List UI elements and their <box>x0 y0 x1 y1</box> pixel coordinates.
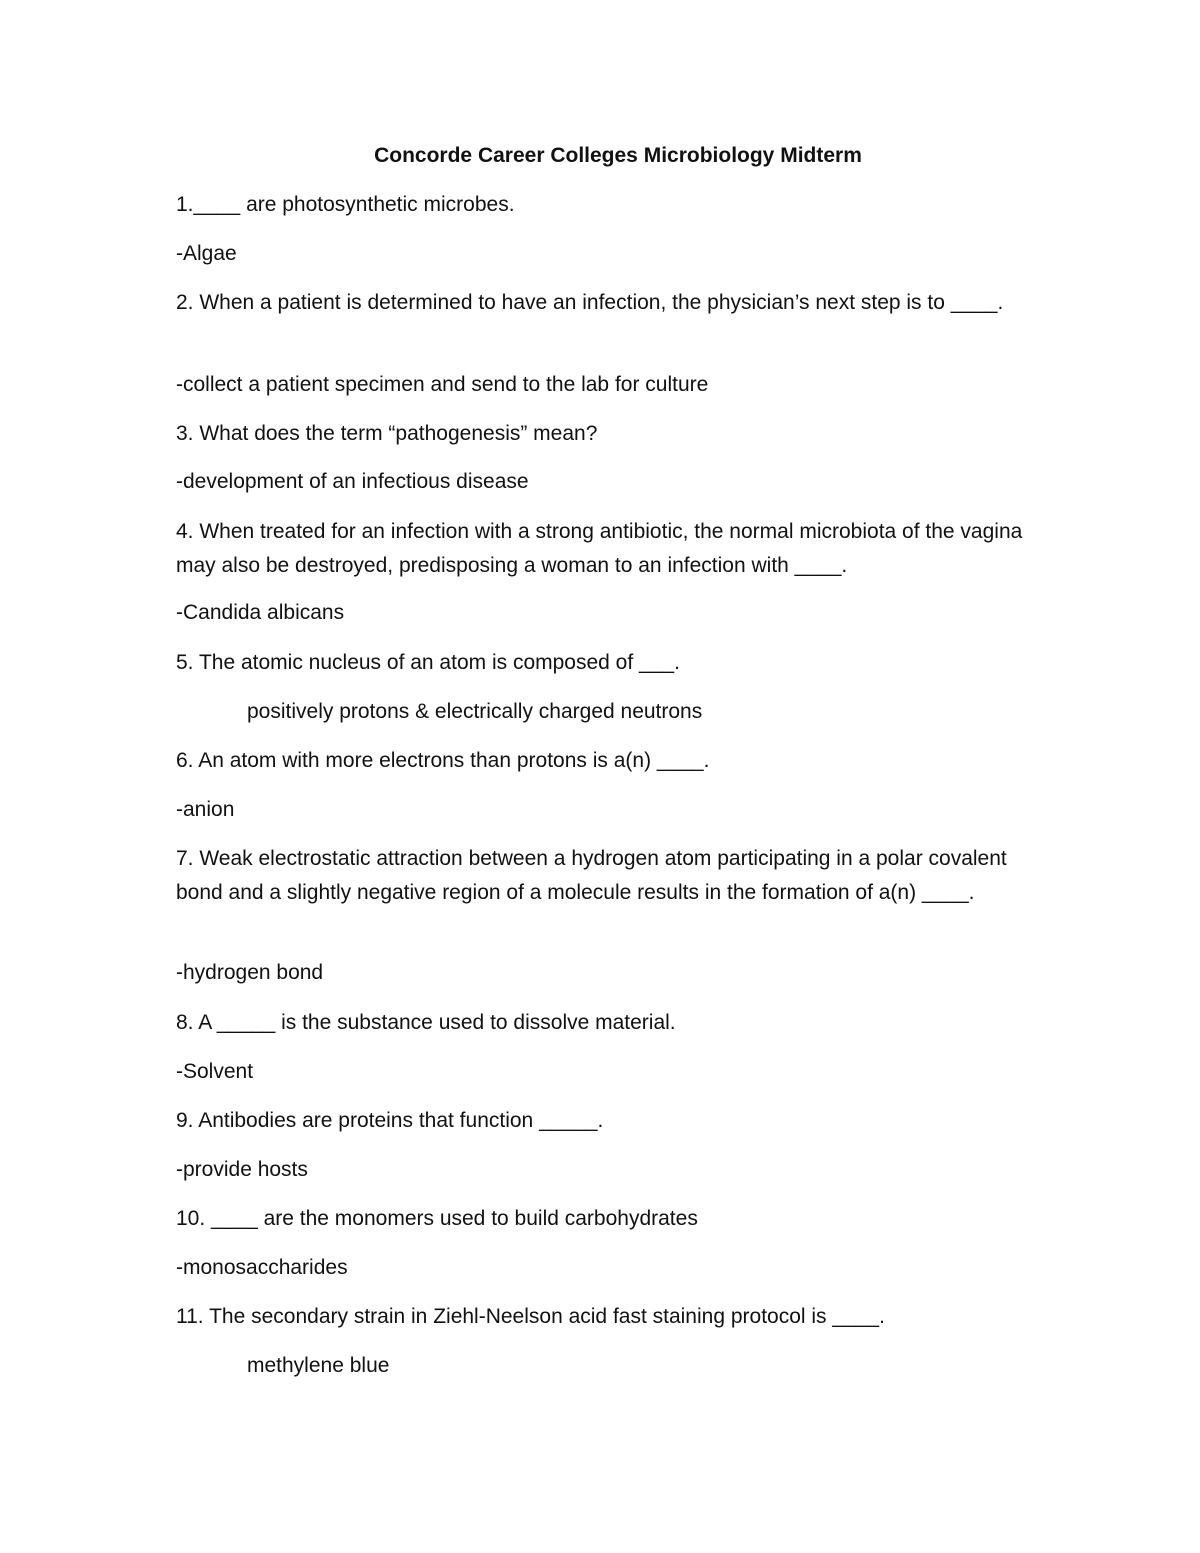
question-9: 9. Antibodies are proteins that function _____. <box>176 1109 604 1132</box>
answer-5: positively protons & electrically charged neutrons <box>247 700 703 723</box>
question-6: 6. An atom with more electrons than protons is a(n) ____. <box>176 749 710 772</box>
page-title: Concorde Career Colleges Microbiology Midterm <box>374 144 862 167</box>
question-1: 1.____ are photosynthetic microbes. <box>176 193 515 216</box>
question-4: 4. When treated for an infection with a strong antibiotic, the normal microbiota of the vagina may also be destroyed, predisposing a woman to an infection with ____. <box>176 520 1023 577</box>
answer-1: -Algae <box>176 242 237 265</box>
answer-8: -Solvent <box>176 1060 254 1083</box>
question-3: 3. What does the term “pathogenesis” mean? <box>176 422 598 445</box>
answer-9: -provide hosts <box>176 1158 308 1181</box>
answer-7: -hydrogen bond <box>176 961 324 984</box>
answer-10: -monosaccharides <box>176 1256 348 1279</box>
question-10: 10. ____ are the monomers used to build carbohydrates <box>176 1207 698 1230</box>
question-11: 11. The secondary strain in Ziehl-Neelson acid fast staining protocol is ____. <box>176 1305 885 1328</box>
answer-3: -development of an infectious disease <box>176 470 529 493</box>
answer-11: methylene blue <box>247 1354 390 1377</box>
question-5: 5. The atomic nucleus of an atom is composed of ___. <box>176 651 680 674</box>
question-8: 8. A _____ is the substance used to dissolve material. <box>176 1011 676 1034</box>
answer-6: -anion <box>176 798 235 821</box>
question-7: 7. Weak electrostatic attraction between a hydrogen atom participating in a polar covalent bond and a slightly negative region of a molecule results in the formation of a(n) ____. <box>176 847 1007 904</box>
answer-4: -Candida albicans <box>176 601 345 624</box>
answer-2: -collect a patient specimen and send to the lab for culture <box>176 373 709 396</box>
question-2: 2. When a patient is determined to have an infection, the physician’s next step is to ____. <box>176 291 1004 314</box>
